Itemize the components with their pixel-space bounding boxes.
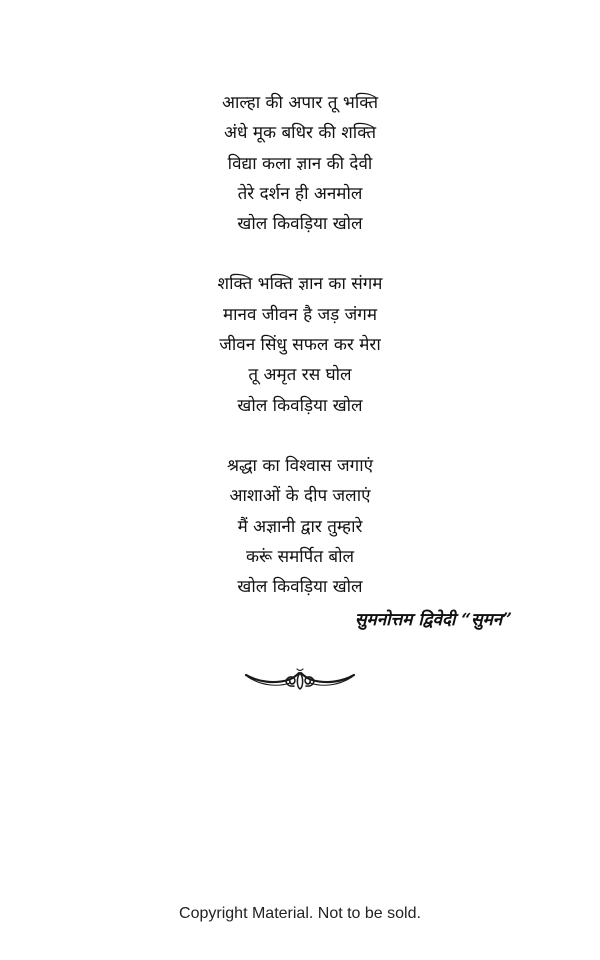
poem-line: खोल किवड़िया खोल (237, 577, 363, 598)
poem-line: आल्हा की अपार तू भक्ति (221, 93, 379, 113)
poem-line: जीवन सिंधु सफल कर मेरा (219, 335, 381, 356)
poem-line: तेरे दर्शन ही अनमोल (237, 183, 363, 204)
stanza-3 (0, 451, 600, 602)
poem-line: श्रद्धा का विश्वास जगाएं (226, 455, 374, 476)
stanza-2 (0, 269, 600, 420)
stanza-1 (0, 88, 600, 239)
poem (0, 88, 600, 602)
decorative-flourish-icon (244, 660, 356, 694)
poem-line: करूं समर्पित बोल (245, 546, 355, 567)
poem-line: अंधे मूक बधिर की शक्ति (223, 123, 377, 144)
poem-author: सुमनोत्तम द्विवेदी “सुमन” (355, 610, 512, 630)
poem-line: मानव जीवन है जड़ जंगम (222, 304, 378, 325)
poem-line: मैं अज्ञानी द्वार तुम्हारे (237, 516, 363, 537)
poem-line: शक्ति भक्ति ज्ञान का संगम (217, 274, 383, 295)
copyright-notice: Copyright Material. Not to be sold. (179, 905, 421, 922)
poem-line: खोल किवड़िया खोल (237, 395, 363, 416)
poem-line: आशाओं के दीप जलाएं (229, 486, 371, 507)
poem-line: खोल किवड़िया खोल (237, 214, 363, 235)
poem-line: विद्या कला ज्ञान की देवी (227, 153, 373, 174)
poem-line: तू अमृत रस घोल (248, 365, 352, 386)
